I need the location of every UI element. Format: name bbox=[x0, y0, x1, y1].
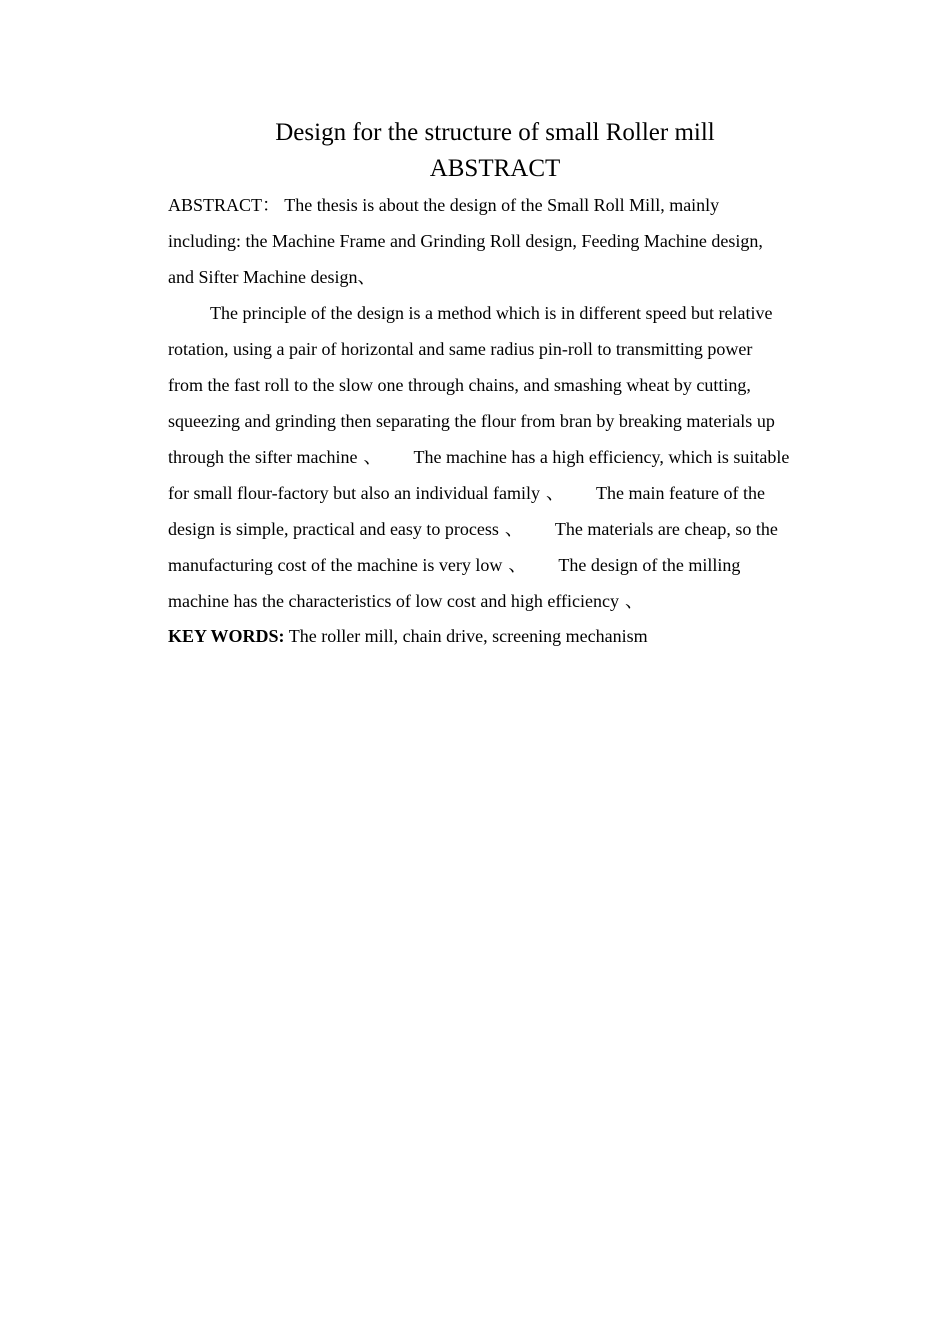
text-line bbox=[168, 511, 828, 547]
text-segment: manufacturing cost of the machine is very low bbox=[168, 555, 503, 575]
text-line bbox=[168, 187, 828, 223]
abstract-label: ABSTRACT： bbox=[168, 195, 281, 215]
text-line: from the fast roll to the slow one through chains, and smashing wheat by cutting, bbox=[168, 375, 751, 395]
keywords-label: KEY WORDS: bbox=[168, 626, 285, 646]
text-line bbox=[168, 547, 828, 583]
keywords-line bbox=[168, 618, 828, 654]
text-segment: The main feature of the bbox=[596, 483, 765, 503]
text-line: rotation, using a pair of horizontal and same radius pin-roll to transmitting power bbox=[168, 339, 753, 359]
separator-mark: 、 bbox=[546, 483, 565, 503]
document-title: Design for the structure of small Roller mill bbox=[275, 119, 715, 146]
text-segment: The machine has a high efficiency, which is suitable bbox=[413, 447, 790, 467]
text-line: squeezing and grinding then separating the flour from bran by breaking materials up bbox=[168, 411, 775, 431]
text-line bbox=[168, 439, 828, 475]
text-segment: through the sifter machine bbox=[168, 447, 358, 467]
text-segment: The materials are cheap, so the bbox=[554, 519, 778, 539]
abstract-paragraph-2 bbox=[168, 295, 828, 619]
abstract-heading: ABSTRACT bbox=[429, 155, 561, 182]
separator-mark: 、 bbox=[625, 591, 643, 611]
text-line-content: The thesis is about the design of the Small Roll Mill, mainly bbox=[284, 195, 720, 215]
text-segment: machine has the characteristics of low cost and high efficiency bbox=[168, 591, 619, 611]
text-segment: design is simple, practical and easy to process bbox=[168, 519, 499, 539]
separator-mark: 、 bbox=[504, 519, 523, 539]
separator-mark: 、 bbox=[363, 447, 382, 467]
text-line: including: the Machine Frame and Grinding Roll design, Feeding Machine design, bbox=[168, 231, 763, 251]
text-segment: for small flour-factory but also an individual family bbox=[168, 483, 541, 503]
text-line: The principle of the design is a method which is in different speed but relative bbox=[210, 303, 773, 323]
separator-mark: 、 bbox=[508, 555, 527, 575]
abstract-paragraph-1 bbox=[168, 187, 828, 295]
text-line bbox=[168, 475, 828, 511]
keywords-text: The roller mill, chain drive, screening mechanism bbox=[288, 626, 648, 646]
text-segment: The design of the milling bbox=[558, 555, 741, 575]
text-line: and Sifter Machine design、 bbox=[168, 267, 376, 287]
text-line bbox=[168, 618, 828, 654]
text-line bbox=[168, 583, 828, 619]
